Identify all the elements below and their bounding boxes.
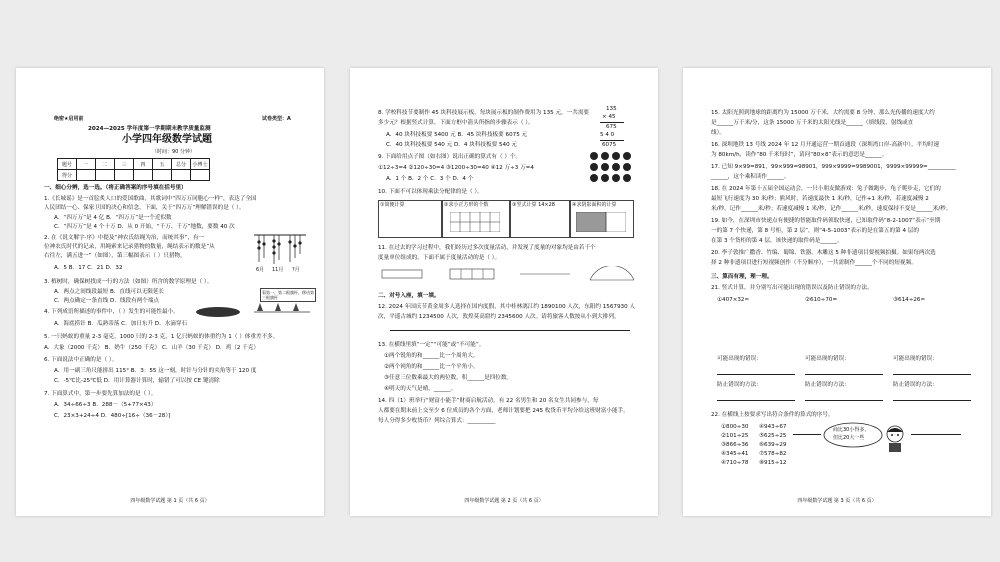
student-avatar-icon xyxy=(883,424,907,454)
answer-option: A．大象（2000 千克） B．奶牛（250 千克） C．山羊（30 千克） D．鸡（2 千克） xyxy=(44,345,259,351)
question-text: 22. 在横线上按要求写出符合条件的算式的序号。 xyxy=(711,412,834,418)
measurement-options-figure xyxy=(380,266,640,284)
option-label: ①简便计算 xyxy=(380,202,405,208)
answer-option: A．“四万万”是 4 亿 B．“四万万”是一个近似数 xyxy=(54,215,172,221)
exam-type-label: 试卷类型：A xyxy=(262,116,291,122)
error-prompt: 防止错误的方法： xyxy=(805,382,850,388)
score-cell: 总分 xyxy=(172,159,191,170)
option-label: ③竖式计算 14×28 xyxy=(512,202,555,208)
score-cell[interactable] xyxy=(115,170,134,181)
question-text: 5. 一只蚂蚁的重量 2-3 毫克，1000 只的 2-3 克，1 亿只蚂蚁的体重约为 1（ ）体重差不多。 xyxy=(44,334,279,340)
answer-option: A．40 块科技板要 5400 元 B．45 块科技板要 6075 元 xyxy=(386,132,528,138)
answer-option: A．1 个 B．2 个 C．3 个 D．4 个 xyxy=(386,176,474,182)
division-item: ④943÷67 xyxy=(759,424,787,430)
fill-item: ②两个钝角的和______比一个平角小。 xyxy=(384,364,479,370)
answer-line[interactable] xyxy=(793,434,821,435)
score-cell[interactable] xyxy=(172,170,191,181)
error-prompt: 可能出现的错误： xyxy=(893,356,938,362)
answer-option: C．-5℃比-25℃低 D．用计算器计算时，输错了可以按 CE 键清除 xyxy=(54,378,220,384)
option-label: ④求阴影面积的计算 xyxy=(572,202,617,208)
question-text: 人都要在期末前上交至少 6 位成员的各个方面，老师计划要把 245 枚货币平均分给这班财富小能手， xyxy=(378,408,629,414)
calc-rule xyxy=(600,140,624,141)
division-item: ①800÷30 xyxy=(721,424,749,430)
calc-rule xyxy=(600,122,624,123)
section-heading: 二、对号入座，填一填。 xyxy=(378,293,440,299)
question-text: 择 2 种非遗项目进行短视频创作（不分顺序），一共需制作______个不同的短视频。 xyxy=(711,260,917,266)
score-cell: 五 xyxy=(153,159,172,170)
square-grid-figure xyxy=(450,212,500,232)
bubble-text: 商比30小得多， xyxy=(833,427,870,433)
calc-line: × 45 xyxy=(602,114,616,120)
division-item: ⑧915÷12 xyxy=(759,460,787,466)
error-prompt: 防止错误的方法： xyxy=(717,382,762,388)
option-label: ②求小正方形的个数 xyxy=(444,202,489,208)
division-item: ④345÷41 xyxy=(721,451,749,457)
answer-line[interactable] xyxy=(717,374,795,375)
score-cell[interactable] xyxy=(191,170,210,181)
answer-option: C．40 块科技板要 540 元 D．4 块科技板要 540 元 xyxy=(386,142,518,148)
question-text: 7. 下面算式中，第一步要先算加法的是（ ）。 xyxy=(44,391,157,397)
answer-option: A．5 B．17 C．21 D．32 xyxy=(54,265,123,271)
division-item: ⑥639÷29 xyxy=(759,442,787,448)
figure-label: ?月 xyxy=(292,267,300,273)
question-text: 12. 2024 年国庆节黄金周多人选择在国内度假，其中桂林漓江约 1890100 人次，东阳约 1567930 人 xyxy=(378,304,636,310)
question-text: 在第 3 个货柜的第 4 层，该快递的取件码是______。 xyxy=(711,238,843,244)
question-text: 19. 如今，在深圳市快递点有便捷的智能取件码领取快递，已知取件码“8-2-1007”表示“至期 xyxy=(711,218,941,224)
exam-page-2 xyxy=(350,68,658,516)
exam-term-line: 2024—2025 学年度第一学期期末教学质量监测 xyxy=(88,126,211,132)
bubble-text: 但比20大一些 xyxy=(833,435,865,441)
fill-item: ③任意三位数乘最大的两位数，积______是四位数。 xyxy=(384,375,513,381)
question-text: 6. 下面说法中正确的是（ ）。 xyxy=(44,357,118,363)
tree-row-figure xyxy=(252,301,312,315)
question-text: 度量单位组成的。下面不属于度量活动的是（ ）。 xyxy=(378,255,501,261)
question-text: 为 80km/h，读作“80 千米每时”，请问“80×8”表示的意思是______。 xyxy=(711,152,888,158)
question-text: 线）。 xyxy=(711,130,725,136)
question-text: ______，这个乘积读作______。 xyxy=(711,174,790,180)
question-text: 21. 竖式计算，并分别写出可能出现的错误以及防止错误的方法。 xyxy=(711,285,873,291)
answer-option: C．两点确定一条直线 D．线段有两个端点 xyxy=(54,298,160,304)
confidential-label: 绝密★启用前 xyxy=(54,116,84,122)
error-prompt: 可能出现的错误： xyxy=(805,356,850,362)
figure-label: 6月 xyxy=(256,267,265,273)
calc-problem: ②610÷70= xyxy=(805,297,838,303)
question-text: 14. 四（1）班举行“财富小能手”财商启航活动，有 22 名男生和 20 名女生共同参与，每 xyxy=(378,398,599,404)
page-title: 小学四年级数学试题 xyxy=(122,134,212,145)
calc-line: 5 4 0 xyxy=(600,132,615,138)
division-item: ⑦578÷82 xyxy=(759,451,787,457)
figure-caption: 看第一、第二根旗杆，移动第三根旗杆 xyxy=(262,290,314,300)
question-text: 一的第 7 个快递，第 8 号柜，第 2 层”，则“4-5-1003”表示的是在第五的第 4 层的 xyxy=(711,228,919,234)
question-text: 2. 在《说文解字·序》中提及“神农氏结绳为治，而统其事”，有一 xyxy=(44,235,205,241)
division-item: ④710÷78 xyxy=(721,460,749,466)
question-text: 米/秒，记作______米/秒；若速度减慢 1 米/秒，记作______米/秒，速度保持不变是______米/秒。 xyxy=(711,206,952,212)
question-text: 每人分得多少枚货币？列综合算式：__________ xyxy=(378,418,496,424)
answer-line[interactable] xyxy=(805,400,883,401)
error-prompt: 防止错误的方法： xyxy=(893,382,938,388)
calc-line: 6075 xyxy=(602,142,617,148)
question-text: 18. 在 2024 年第十五届全国运动会，一只小朋友做游戏：兔子做跑步，龟子爬步走，它们的 xyxy=(711,186,941,192)
calc-problem: ③614÷26≈ xyxy=(893,297,926,303)
question-text: 最短飞行速度为 30 米/秒；熊风时，若速度最快 1 米/秒，记作+1 米/秒，若速度减慢 2 xyxy=(711,196,929,202)
section-heading: 一、细心分辨，选一选。（将正确答案的序号填在括号里） xyxy=(44,185,187,191)
question-text: 4. 下列成语所描述的事件中，（ ）发生的可能性最小。 xyxy=(44,309,179,315)
score-cell: 一 xyxy=(77,159,96,170)
question-text: 是______万千米/分，这条 15000 万千米的太阳光线是______（填线段、射线或直 xyxy=(711,120,914,126)
section-heading: 三、算而有理，理一理。 xyxy=(711,274,773,280)
score-cell[interactable] xyxy=(134,170,153,181)
figure-label: 11月 xyxy=(272,267,284,273)
answer-line[interactable] xyxy=(717,400,795,401)
shaded-area-figure xyxy=(576,212,626,232)
question-text: 10. 下面不可以体现乘法分配律的是（ ）。 xyxy=(378,189,483,195)
question-text: 20. 李子敦推广撒香、竹编、蜀锦、铁器、木雕这 5 种非遗项目要视频拍摄。如果每两次选 xyxy=(711,250,936,256)
calc-line: 135 xyxy=(606,106,617,112)
page-footer: 四年级数学试题 第 3 页（共 6 页） xyxy=(797,498,877,504)
question-text: 人民团结一心、保家卫国的决心和信念，下面，关于“四万万”理解错误的是（ ）。 xyxy=(44,205,245,211)
question-text: 17. 已知 9×99=891，99×999=98901，999×9999=9989001，9999×99999=__________ xyxy=(711,164,956,170)
fill-item: ①两个锐角的和______比一个周角大。 xyxy=(384,353,479,359)
division-item: ⑤625÷25 xyxy=(759,433,787,439)
division-item: ②101÷25 xyxy=(721,433,749,439)
score-cell: 四 xyxy=(134,159,153,170)
answer-line[interactable] xyxy=(911,434,961,435)
answer-option: A．两点之间线段最短 B．直线可以无限延长 xyxy=(54,289,165,295)
exam-page-1 xyxy=(16,68,324,516)
score-table xyxy=(57,158,210,181)
score-cell: 题号 xyxy=(58,159,77,170)
question-text: 次，平遥古城约 1234500 人次，敦煌莫高窟约 2345600 人次。请将旅客人数按从小到大排列。 xyxy=(378,314,620,320)
calc-problem: ①407×32≈ xyxy=(717,297,750,303)
question-text: 1.《长城谣》是一首脍炙人口的爱国歌曲，其歌词中“四万万同胞心一样”，表达了全国 xyxy=(44,196,257,202)
question-text: 11. 在过去的学习过程中，我们经历过多次度量活动，并发现了度量的对象均是由若干个 xyxy=(378,245,596,251)
question-text: 9. 下面给用点子图（如右图）说出正确的算式有（ ）个。 xyxy=(378,154,522,160)
answer-option: A．海底捞针 B．瓜熟蒂落 C．加日东升 D．水滴穿石 xyxy=(54,321,188,327)
answer-option: C．23×3+24÷4 D．480÷[16÷（36－28）] xyxy=(54,413,171,419)
fill-item: ④明天的天气是晴，______。 xyxy=(384,386,457,392)
question-text: 3. 植树时，确保树找成一行的方法（如图）所含的数学原理是（ ）。 xyxy=(44,279,213,285)
answer-option: A．34÷66÷3 B．288－（5+77×43） xyxy=(54,402,157,408)
page-subtitle: （时间：90 分钟） xyxy=(152,149,195,155)
division-item: ③866÷36 xyxy=(721,442,749,448)
error-prompt: 可能出现的错误： xyxy=(717,356,762,362)
answer-line[interactable] xyxy=(390,330,630,331)
score-cell: 二 xyxy=(96,159,115,170)
score-cell: 小博士 xyxy=(191,159,210,170)
score-cell: 得分 xyxy=(58,170,77,181)
page-footer: 四年级数学试题 第 2 页（共 6 页） xyxy=(464,498,544,504)
score-cell[interactable] xyxy=(153,170,172,181)
score-cell[interactable] xyxy=(77,170,96,181)
answer-option: C．“四万万”是 4 个十万 D．从 0 开始，“千万、千万”地数，要数 40 次 xyxy=(54,224,235,230)
question-text: 8. 学校科技节要制作 45 块科技展示板，每块展示板的制作费用为 135 元，一共需要 xyxy=(378,110,590,116)
calc-line: 675 xyxy=(606,124,617,130)
stone-illustration xyxy=(194,304,242,318)
answer-line[interactable] xyxy=(893,400,971,401)
question-text: 16. 深圳地铁 13 号线 2024 年 12 月开通运营一期首通段（深圳湾口岸-高新中），平均时速 xyxy=(711,142,940,148)
question-text: 右往左，满五进一”（如图），第三幅图表示（ ）只猎物。 xyxy=(44,253,186,259)
answer-option: A．用一副三角尺能拼出 115° B．3：55 这一刻，时针与分针的夹角等于 120 度 xyxy=(54,368,257,374)
page-footer: 四年级数学试题 第 1 页（共 6 页） xyxy=(130,498,210,504)
question-text: 位神农氏时代的记录，用绳索来记录猎物的数量，绳结表示的数是“从 xyxy=(44,244,215,250)
exam-page-3 xyxy=(683,68,991,516)
answer-option: ①12÷3=4 ②120÷30=4 ③1200÷30=40 ④12 万÷3 万=4 xyxy=(378,165,534,171)
answer-line[interactable] xyxy=(805,374,883,375)
score-cell: 三 xyxy=(115,159,134,170)
question-text: 多少元？根据竖式计算，下面方框中箭头所指的步骤表示（ ）。 xyxy=(378,120,534,126)
answer-line[interactable] xyxy=(893,374,971,375)
question-text: 13. 在横线里填“一定”“可能”或“不可能”。 xyxy=(378,342,485,348)
score-cell[interactable] xyxy=(96,170,115,181)
question-text: 15. 太阳光照到地球的距离约为 15000 万千米，大约需要 8 分钟，那么光传播的速度大约 xyxy=(711,110,935,116)
